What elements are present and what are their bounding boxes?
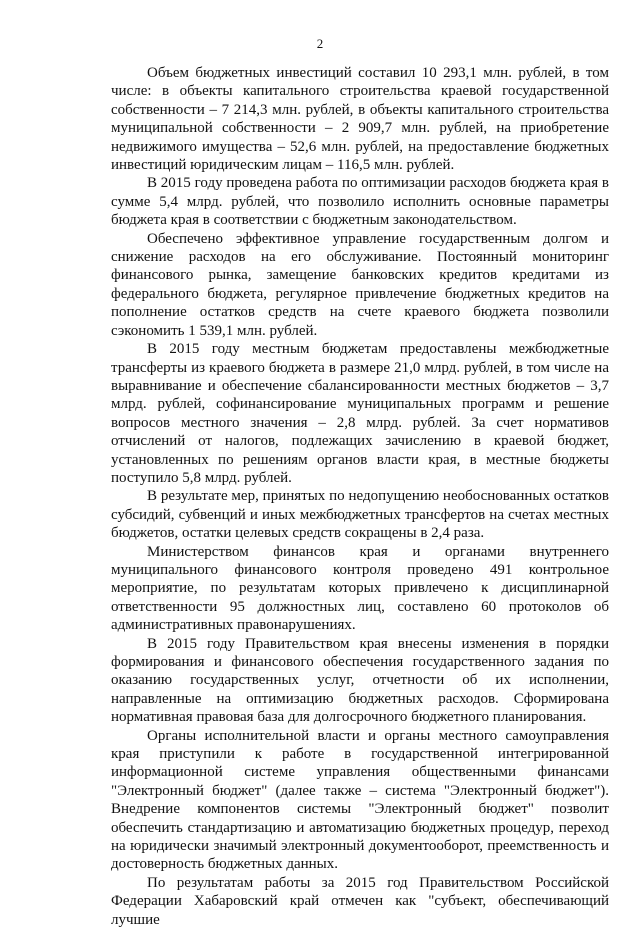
paragraph-expense-optimization: В 2015 году проведена работа по оптимизации расходов бюджета края в сумме 5,4 млрд. рублей, что позволило исполнить основные параметры бюджета края в соответствии с бюджетным законодательством. — [111, 175, 609, 229]
document-body — [111, 64, 609, 929]
paragraph-state-assignment: В 2015 году Правительством края внесены изменения в порядки формирования и финансового обеспечения государственного задания по оказанию государственных услуг, отчетности об их исполнении, направленные на оптимизацию бюджетных расходов. Сформирована нормативная правовая база для долгосрочного бюджетного планирования. — [111, 635, 609, 726]
paragraph-financial-control: Министерством финансов края и органами внутреннего муниципального финансового контроля проведено 491 контрольное мероприятие, по результатам которых привлечено к дисциплинарной ответственности 95 должностных лиц, составлено 60 протоколов об административных правонарушениях. — [111, 543, 609, 634]
paragraph-budget-investments: Объем бюджетных инвестиций составил 10 293,1 млн. рублей, в том числе: в объекты капитального строительства краевой государственной собственности – 7 214,3 млн. рублей, в объекты капитального строительства муниципальной собственности – 2 909,7 млн. рублей, на приобретение недвижимого имущества – 52,6 млн. рублей, на предоставление бюджетных инвестиций юридическим лицам – 116,5 млн. рублей. — [111, 65, 609, 174]
paragraph-electronic-budget: Органы исполнительной власти и органы местного самоуправления края приступили к работе в государственной интегрированной информационной системе управления общественными финансами "Электронный бюджет" (далее также – система "Электронный бюджет"). Внедрение компонентов системы "Электронный бюджет" позволит обеспечить стандартизацию и автоматизацию бюджетных процедур, переход на юридически значимый электронный документооборот, преемственность и достоверность бюджетных данных. — [111, 727, 609, 873]
paragraph-debt-management: Обеспечено эффективное управление государственным долгом и снижение расходов на его обслуживание. Постоянный мониторинг финансового рынка, замещение банковских кредитов кредитами из федерального бюджета, регулярное привлечение бюджетных кредитов на пополнение остатков средств на счете краевого бюджета позволили сэкономить 1 539,1 млн. рублей. — [111, 230, 609, 339]
paragraph-interbudget-transfers: В 2015 году местным бюджетам предоставлены межбюджетные трансферты из краевого бюджета в размере 21,0 млрд. рублей, в том числе на выравнивание и обеспечение сбалансированности местных бюджетов – 3,7 млрд. рублей, софинансирование муниципальных программ и решение вопросов местного значения – 2,8 млрд. рублей. За счет нормативов отчислений от налогов, подлежащих зачислению в краевой бюджет, установленных по решениям органов власти края, в местные бюджеты поступило 5,8 млрд. рублей. — [111, 341, 609, 486]
paragraph-federal-recognition: По результатам работы за 2015 год Правительством Российской Федерации Хабаровский край отмечен как "субъект, обеспечивающий лучшие — [111, 874, 609, 928]
paragraph-residual-reduction: В результате мер, принятых по недопущению необоснованных остатков субсидий, субвенций и иных межбюджетных трансфертов на счетах местных бюджетов, остатки целевых средств сокращены в 2,4 раза. — [111, 488, 609, 542]
page-number: 2 — [316, 36, 324, 51]
